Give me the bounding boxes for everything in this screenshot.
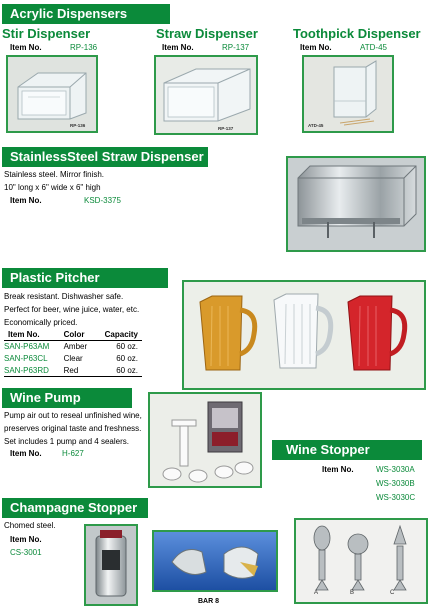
table-row xyxy=(4,340,142,352)
steel-dispenser-illustration xyxy=(288,158,424,250)
straw-dispenser-illustration xyxy=(156,57,256,133)
item-no-label: Item No. xyxy=(10,196,42,205)
item-no-value: WS-3030C xyxy=(376,493,416,502)
section-title: Plastic Pitcher xyxy=(10,270,100,285)
product-photo-plastic-pitchers xyxy=(182,280,426,390)
stopper-label-b: B xyxy=(350,590,355,596)
description-line: Pump air out to reseal unfinished wine, xyxy=(4,411,142,420)
stir-dispenser-illustration xyxy=(8,57,96,131)
item-no-value: KSD-3375 xyxy=(84,196,121,205)
pitchers-illustration xyxy=(184,282,424,388)
section-banner-wine-stopper xyxy=(272,440,422,460)
table-cell: SAN-P63CL xyxy=(4,353,48,363)
product-heading-straw: Straw Dispenser xyxy=(156,26,258,41)
description-line: Stainless steel. Mirror finish. xyxy=(4,170,105,179)
column-header: Item No. xyxy=(8,329,40,339)
champagne-stoppers-pair-illustration xyxy=(154,532,276,590)
item-no-label: Item No. xyxy=(322,465,354,474)
product-heading-toothpick: Toothpick Dispenser xyxy=(293,26,421,41)
table-cell: 60 oz. xyxy=(116,365,138,375)
item-no-value: CS-3001 xyxy=(10,548,42,557)
column-header: Color xyxy=(63,329,85,339)
wine-pump-illustration xyxy=(150,394,260,486)
photo-caption: ATD-45 xyxy=(308,123,324,128)
table-cell: SAN-P63RD xyxy=(4,365,49,375)
item-no-value: WS-3030A xyxy=(376,465,415,474)
section-title: Wine Stopper xyxy=(286,442,370,457)
product-photo-wine-pump xyxy=(148,392,262,488)
section-banner-acrylic xyxy=(2,4,170,24)
toothpick-dispenser-illustration xyxy=(304,57,392,131)
item-no-value: H-627 xyxy=(62,449,84,458)
section-banner-champagne xyxy=(2,498,148,518)
section-banner-steel-straw xyxy=(2,147,208,167)
description-line: Economically priced. xyxy=(4,318,78,327)
table-cell: Red xyxy=(63,365,79,375)
stopper-label-c: C xyxy=(390,590,395,596)
pitcher-table xyxy=(4,328,142,376)
photo-caption: RP-137 xyxy=(218,126,234,131)
table-row xyxy=(4,364,142,376)
item-no-value: RP-136 xyxy=(70,43,98,52)
description-line: 10" long x 6" wide x 6" high xyxy=(4,183,101,192)
table-cell: Amber xyxy=(63,341,88,351)
item-no-label: Item No. xyxy=(162,43,194,52)
table-cell: 60 oz. xyxy=(116,341,138,351)
product-photo-stir-dispenser xyxy=(6,55,98,133)
table-row xyxy=(4,352,142,364)
stopper-label-a: A xyxy=(314,590,319,596)
table-cell: SAN-P63AM xyxy=(4,341,50,351)
section-banner-pitcher xyxy=(2,268,168,288)
item-no-label: Item No. xyxy=(10,535,42,544)
section-title: Champagne Stopper xyxy=(10,500,138,515)
table-bottom-rule xyxy=(4,376,142,377)
table-cell: 60 oz. xyxy=(116,353,138,363)
table-header-row xyxy=(4,328,142,340)
description-line: Set includes 1 pump and 4 sealers. xyxy=(4,437,129,446)
section-title: StainlessSteel Straw Dispenser xyxy=(10,149,204,164)
item-no-label: Item No. xyxy=(10,43,42,52)
photo-caption: RP-136 xyxy=(70,123,86,128)
product-photo-champagne-stopper-close xyxy=(84,524,138,606)
product-photo-champagne-stoppers-pair xyxy=(152,530,278,592)
description-line: Break resistant. Dishwasher safe. xyxy=(4,292,124,301)
champagne-stopper-illustration xyxy=(86,526,136,604)
product-photo-wine-stoppers xyxy=(294,518,428,604)
table-cell: Clear xyxy=(63,353,83,363)
description-line: Chomed steel. xyxy=(4,521,56,530)
section-title: Acrylic Dispensers xyxy=(10,6,128,21)
item-no-value: RP-137 xyxy=(222,43,250,52)
product-photo-toothpick-dispenser xyxy=(302,55,394,133)
product-photo-steel-straw-dispenser xyxy=(286,156,426,252)
page-number-label: BAR 8 xyxy=(198,598,220,605)
item-no-label: Item No. xyxy=(300,43,332,52)
section-title: Wine Pump xyxy=(10,390,81,405)
table-header-rule xyxy=(4,340,142,341)
product-photo-straw-dispenser xyxy=(154,55,258,135)
section-banner-wine-pump xyxy=(2,388,132,408)
column-header: Capacity xyxy=(104,329,138,339)
description-line: Perfect for beer, wine juice, water, etc. xyxy=(4,305,140,314)
item-no-label: Item No. xyxy=(10,449,42,458)
item-no-value: ATD-45 xyxy=(360,43,387,52)
product-heading-stir: Stir Dispenser xyxy=(2,26,91,41)
item-no-value: WS-3030B xyxy=(376,479,415,488)
description-line: preserves original taste and freshness. xyxy=(4,424,142,433)
